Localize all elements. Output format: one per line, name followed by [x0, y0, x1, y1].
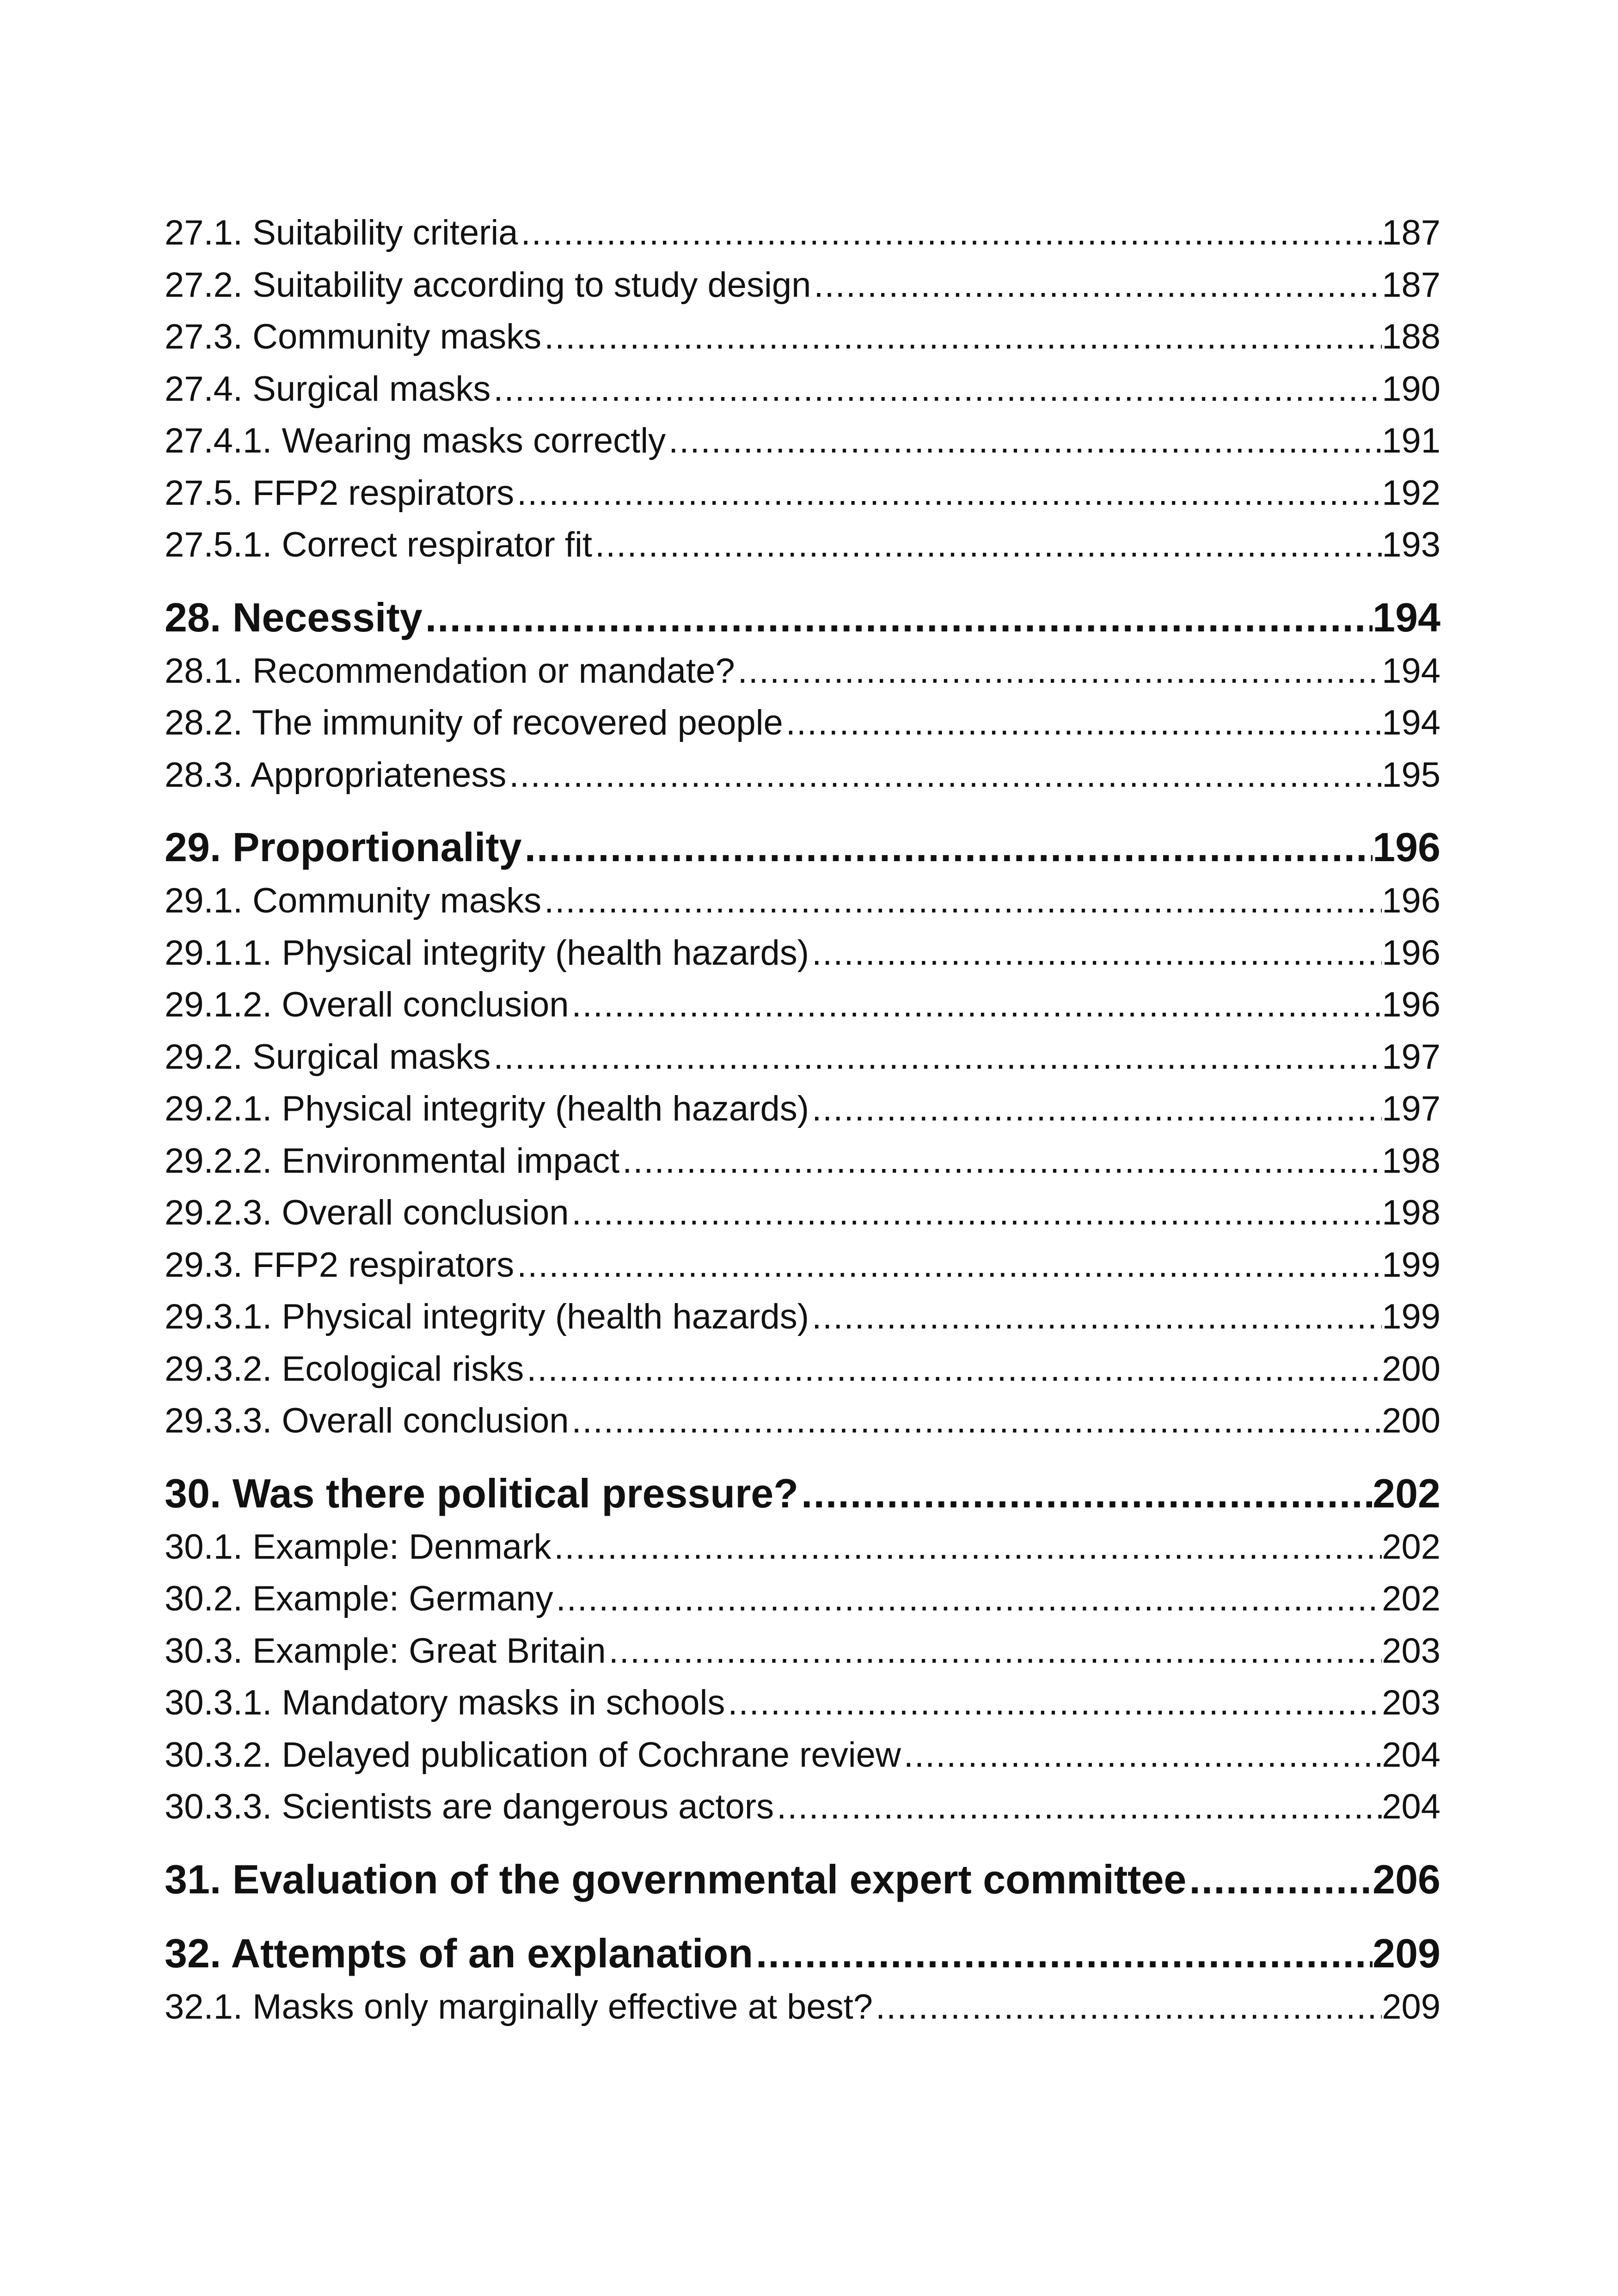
- toc-chapter-entry: [165, 590, 1440, 645]
- toc-section-entry: [165, 1031, 1440, 1084]
- toc-entry-title: 27.5.1. Correct respirator fit: [165, 525, 593, 564]
- toc-page-number: 200: [1382, 1401, 1440, 1440]
- toc-page-number: 202: [1382, 1579, 1440, 1618]
- toc-dot-leader: [619, 1135, 1382, 1188]
- toc-entry-title: 29.2.1. Physical integrity (health hazards): [165, 1089, 809, 1128]
- toc-section-entry: [165, 979, 1440, 1031]
- toc-section-entry: [165, 311, 1440, 363]
- toc-dot-leader: [490, 363, 1382, 416]
- toc-dot-leader: [569, 979, 1382, 1031]
- toc-section-entry: [165, 1625, 1440, 1678]
- toc-section-entry: [165, 1135, 1440, 1188]
- toc-section-entry: [165, 1677, 1440, 1729]
- toc-dot-leader: [551, 1521, 1382, 1574]
- toc-section-entry: [165, 1729, 1440, 1782]
- toc-dot-leader: [783, 697, 1382, 749]
- table-of-contents: [165, 207, 1440, 2033]
- toc-page-number: 188: [1382, 317, 1440, 356]
- toc-entry-title: 28. Necessity: [165, 594, 423, 640]
- toc-entry-title: 30.3.1. Mandatory masks in schools: [165, 1683, 725, 1722]
- toc-entry-title: 28.3. Appropriateness: [165, 755, 507, 795]
- toc-dot-leader: [522, 820, 1373, 875]
- toc-entry-title: 32.1. Masks only marginally effective at best?: [165, 1987, 873, 2027]
- toc-dot-leader: [1186, 1852, 1373, 1907]
- toc-page-number: 202: [1373, 1470, 1440, 1516]
- toc-dot-leader: [901, 1729, 1382, 1782]
- toc-section-entry: [165, 927, 1440, 980]
- toc-entry-title: 29.2. Surgical masks: [165, 1037, 491, 1077]
- toc-section-entry: [165, 875, 1440, 927]
- toc-entry-title: 29.1.1. Physical integrity (health hazards): [165, 933, 809, 973]
- toc-section-entry: [165, 1981, 1440, 2033]
- toc-page-number: 187: [1382, 213, 1440, 252]
- toc-entry-title: 27.1. Suitability criteria: [165, 213, 518, 252]
- toc-page-number: 204: [1382, 1735, 1440, 1775]
- toc-section-entry: [165, 467, 1440, 520]
- toc-dot-leader: [811, 259, 1382, 312]
- toc-section-entry: [165, 207, 1440, 259]
- toc-chapter-entry: [165, 1852, 1440, 1907]
- toc-dot-leader: [606, 1625, 1382, 1678]
- toc-section-entry: [165, 1083, 1440, 1135]
- toc-page-number: 198: [1382, 1193, 1440, 1232]
- toc-entry-title: 27.4.1. Wearing masks correctly: [165, 421, 666, 460]
- toc-entry-title: 28.1. Recommendation or mandate?: [165, 651, 735, 691]
- toc-page-number: 197: [1382, 1089, 1440, 1128]
- toc-dot-leader: [518, 207, 1382, 259]
- toc-section-entry: [165, 1573, 1440, 1625]
- toc-section-entry: [165, 1395, 1440, 1447]
- toc-entry-title: 29.3.2. Ecological risks: [165, 1349, 524, 1389]
- toc-entry-title: 27.4. Surgical masks: [165, 369, 491, 409]
- toc-entry-title: 27.3. Community masks: [165, 317, 542, 356]
- toc-section-entry: [165, 1521, 1440, 1574]
- toc-entry-title: 32. Attempts of an explanation: [165, 1930, 753, 1976]
- toc-dot-leader: [809, 1083, 1382, 1135]
- toc-page-number: 199: [1382, 1297, 1440, 1336]
- toc-page-number: 196: [1382, 985, 1440, 1024]
- toc-entry-title: 29.3.1. Physical integrity (health hazards): [165, 1297, 809, 1336]
- toc-page-number: 209: [1382, 1987, 1440, 2027]
- toc-dot-leader: [592, 519, 1382, 571]
- toc-section-entry: [165, 259, 1440, 312]
- toc-page-number: 204: [1382, 1787, 1440, 1826]
- toc-entry-title: 27.5. FFP2 respirators: [165, 473, 515, 513]
- toc-chapter-entry: [165, 820, 1440, 875]
- toc-page-number: 187: [1382, 265, 1440, 305]
- toc-section-entry: [165, 1239, 1440, 1292]
- toc-section-entry: [165, 1187, 1440, 1239]
- toc-dot-leader: [774, 1781, 1382, 1833]
- toc-page-number: 202: [1382, 1527, 1440, 1567]
- toc-page-number: 193: [1382, 525, 1440, 564]
- toc-page-number: 203: [1382, 1683, 1440, 1722]
- toc-entry-title: 30.3.2. Delayed publication of Cochrane review: [165, 1735, 901, 1775]
- toc-page-number: 194: [1382, 703, 1440, 742]
- toc-page-number: 203: [1382, 1631, 1440, 1671]
- toc-dot-leader: [809, 927, 1382, 980]
- toc-entry-title: 30.2. Example: Germany: [165, 1579, 553, 1618]
- toc-page-number: 198: [1382, 1141, 1440, 1181]
- toc-dot-leader: [753, 1926, 1373, 1981]
- toc-page-number: 194: [1382, 651, 1440, 691]
- toc-entry-title: 29.3. FFP2 respirators: [165, 1245, 515, 1285]
- toc-dot-leader: [506, 749, 1382, 802]
- toc-section-entry: [165, 1291, 1440, 1343]
- toc-page-number: 209: [1373, 1930, 1440, 1976]
- toc-dot-leader: [514, 467, 1382, 520]
- toc-section-entry: [165, 1343, 1440, 1396]
- toc-entry-title: 29.2.2. Environmental impact: [165, 1141, 620, 1181]
- toc-dot-leader: [569, 1395, 1382, 1447]
- toc-dot-leader: [798, 1466, 1373, 1521]
- toc-section-entry: [165, 363, 1440, 416]
- toc-dot-leader: [809, 1291, 1382, 1343]
- toc-page-number: 194: [1373, 594, 1440, 640]
- toc-page-number: 195: [1382, 755, 1440, 795]
- toc-entry-title: 29. Proportionality: [165, 824, 522, 870]
- toc-page-number: 196: [1382, 881, 1440, 920]
- toc-section-entry: [165, 415, 1440, 467]
- toc-dot-leader: [490, 1031, 1382, 1084]
- toc-entry-title: 30.3.3. Scientists are dangerous actors: [165, 1787, 774, 1826]
- toc-entry-title: 31. Evaluation of the governmental expert committee: [165, 1856, 1187, 1902]
- toc-dot-leader: [873, 1981, 1382, 2033]
- toc-entry-title: 30. Was there political pressure?: [165, 1470, 799, 1516]
- toc-dot-leader: [514, 1239, 1382, 1292]
- toc-page-number: 197: [1382, 1037, 1440, 1077]
- toc-entry-title: 30.1. Example: Denmark: [165, 1527, 552, 1567]
- toc-entry-title: 29.1.2. Overall conclusion: [165, 985, 569, 1024]
- toc-dot-leader: [666, 415, 1382, 467]
- toc-entry-title: 27.2. Suitability according to study design: [165, 265, 811, 305]
- toc-section-entry: [165, 519, 1440, 571]
- toc-dot-leader: [541, 875, 1382, 927]
- toc-page-number: 206: [1373, 1856, 1440, 1902]
- toc-page-number: 196: [1382, 933, 1440, 973]
- toc-page-number: 200: [1382, 1349, 1440, 1389]
- toc-section-entry: [165, 749, 1440, 802]
- toc-section-entry: [165, 1781, 1440, 1833]
- toc-section-entry: [165, 645, 1440, 698]
- toc-chapter-entry: [165, 1926, 1440, 1981]
- toc-section-entry: [165, 697, 1440, 749]
- toc-page-number: 190: [1382, 369, 1440, 409]
- toc-dot-leader: [569, 1187, 1382, 1239]
- toc-dot-leader: [541, 311, 1382, 363]
- toc-chapter-entry: [165, 1466, 1440, 1521]
- toc-entry-title: 30.3. Example: Great Britain: [165, 1631, 606, 1671]
- toc-page-number: 196: [1373, 824, 1440, 870]
- toc-dot-leader: [725, 1677, 1382, 1729]
- toc-entry-title: 29.3.3. Overall conclusion: [165, 1401, 569, 1440]
- toc-entry-title: 29.2.3. Overall conclusion: [165, 1193, 569, 1232]
- toc-entry-title: 28.2. The immunity of recovered people: [165, 703, 783, 742]
- toc-page-number: 192: [1382, 473, 1440, 513]
- toc-dot-leader: [524, 1343, 1382, 1396]
- toc-dot-leader: [423, 590, 1373, 645]
- toc-entry-title: 29.1. Community masks: [165, 881, 542, 920]
- toc-dot-leader: [735, 645, 1382, 698]
- toc-dot-leader: [553, 1573, 1382, 1625]
- toc-page-number: 191: [1382, 421, 1440, 460]
- toc-page-number: 199: [1382, 1245, 1440, 1285]
